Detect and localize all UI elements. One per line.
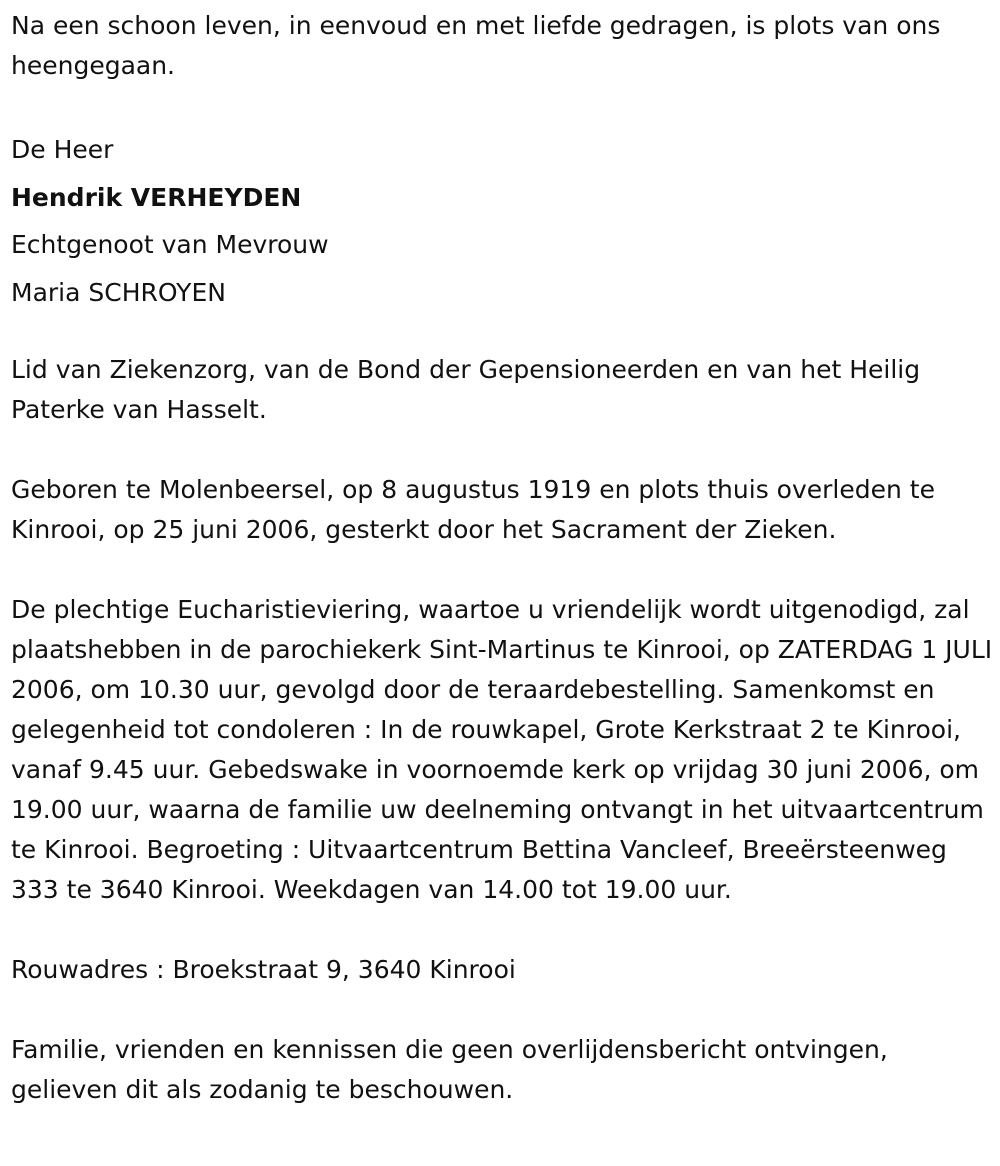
- obituary-notice: [11, 6, 993, 1150]
- memberships-paragraph: Lid van Ziekenzorg, van de Bond der Gepensioneerden en van het Heilig Paterke van Hasselt.: [11, 355, 921, 424]
- deceased-block: [11, 126, 993, 316]
- spouse-line-1: Echtgenoot van Mevrouw: [11, 230, 329, 259]
- deceased-name: Hendrik VERHEYDEN: [11, 182, 302, 212]
- closing-paragraph: Familie, vrienden en kennissen die geen overlijdensbericht ontvingen, gelieven dit als zodanig te beschouwen.: [11, 1035, 888, 1104]
- title-prefix: De Heer: [11, 135, 114, 164]
- intro-paragraph: Na een schoon leven, in eenvoud en met liefde gedragen, is plots van ons heengegaan.: [11, 11, 941, 80]
- birth-death-paragraph: Geboren te Molenbeersel, op 8 augustus 1919 en plots thuis overleden te Kinrooi, op 25 juni 2006, gesterkt door het Sacrament der Zieken.: [11, 475, 935, 544]
- ceremony-paragraph: De plechtige Eucharistieviering, waartoe u vriendelijk wordt uitgenodigd, zal plaatshebben in de parochiekerk Sint-Martinus te Kinrooi, op ZATERDAG 1 JULI 2006, om 10.30 uur, gevolgd door de teraardebestelling. Samenkomst en gelegenheid tot condoleren : In de rouwkapel, Grote Kerkstraat 2 te Kinrooi, vanaf 9.45 uur. Gebedswake in voornoemde kerk op vrijdag 30 juni 2006, om 19.00 uur, waarna de familie uw deelneming ontvangt in het uitvaartcentrum te Kinrooi. Begroeting : Uitvaartcentrum Bettina Vancleef, Breeërsteenweg 333 te 3640 Kinrooi. Weekdagen van 14.00 tot 19.00 uur.: [11, 595, 993, 904]
- address-paragraph: Rouwadres : Broekstraat 9, 3640 Kinrooi: [11, 955, 516, 984]
- spouse-line-2: Maria SCHROYEN: [11, 277, 226, 307]
